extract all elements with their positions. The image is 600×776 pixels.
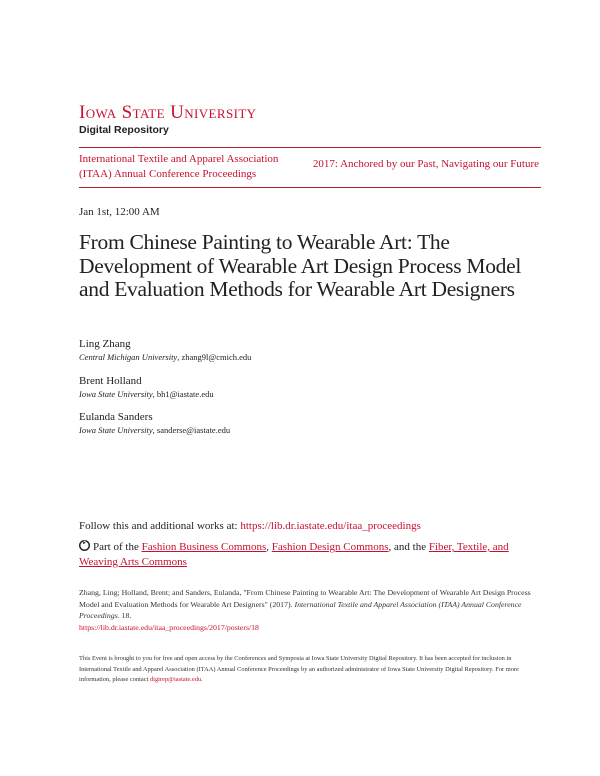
author-email: , zhang9l@cmich.edu	[177, 352, 252, 362]
fashion-design-commons-link[interactable]: Fashion Design Commons	[271, 541, 389, 553]
open-access-icon	[79, 540, 90, 551]
separator: ,	[266, 541, 272, 553]
citation-url-link[interactable]: https://lib.dr.iastate.edu/itaa_proceedings/2017/posters/18	[79, 622, 259, 632]
follow-text: Follow this and additional works at:	[79, 520, 241, 532]
author-affiliation	[79, 389, 214, 399]
author-institution: Central Michigan University	[79, 352, 178, 362]
author-institution: Iowa State University	[79, 389, 153, 399]
series-line-2[interactable]: (ITAA) Annual Conference Proceedings	[79, 168, 257, 180]
author-name: Brent Holland	[79, 375, 142, 387]
fashion-business-commons-link[interactable]: Fashion Business Commons	[141, 541, 267, 553]
author-affiliation	[79, 352, 251, 362]
contact-email-link[interactable]: digirep@iastate.edu	[149, 676, 202, 683]
author-institution: Iowa State University	[79, 425, 153, 435]
author-affiliation	[79, 425, 230, 435]
header-rule-bottom	[79, 187, 541, 188]
follow-link[interactable]: https://lib.dr.iastate.edu/itaa_proceedings	[240, 520, 421, 532]
part-of-commons	[79, 540, 529, 570]
paper-title: From Chinese Painting to Wearable Art: The Development of Wearable Art Design Process Model and Evaluation Methods for Wearable Art Designers	[79, 230, 522, 301]
citation-journal: International Textile and Apparel Association (ITAA) Annual Conference Proceedings	[79, 599, 522, 620]
access-notice	[79, 654, 539, 686]
notice-text: This Event is brought to you for free and open access by the Conferences and Symposia at Iowa State University Digital Repository. It has been accepted for inclusion in International Textile and Apparel Association (ITAA) Annual Conference Proceedings by an authorized administrator of Iowa State University Digital Repository. For more information, please contact	[79, 655, 519, 683]
series-line-1[interactable]: International Textile and Apparel Association	[79, 153, 279, 165]
repository-label: Digital Repository	[79, 124, 169, 136]
fiber-textile-commons-link[interactable]: Fiber, Textile, and Weaving Arts Commons	[79, 541, 509, 568]
recommended-citation	[79, 587, 539, 633]
university-logo: Iowa State University	[79, 102, 257, 123]
header-rule-top	[79, 147, 541, 148]
separator: , and the	[388, 541, 429, 553]
author-name: Ling Zhang	[79, 338, 131, 350]
author-name: Eulanda Sanders	[79, 411, 153, 423]
notice-end: .	[201, 676, 203, 683]
citation-issue: . 18.	[117, 611, 132, 620]
part-of-prefix: Part of the	[93, 541, 142, 553]
conference-link[interactable]: 2017: Anchored by our Past, Navigating our Future	[312, 158, 539, 170]
author-email: , sanderse@iastate.edu	[152, 425, 231, 435]
citation-text: Zhang, Ling; Holland, Brent; and Sanders, Eulanda, "From Chinese Painting to Wearable Art: The Development of Wearable Art Design Process Model and Evaluation Methods for Wearable Art Designers" (2017).	[79, 588, 531, 609]
event-date: Jan 1st, 12:00 AM	[79, 206, 160, 218]
author-email: , bh1@iastate.edu	[152, 389, 214, 399]
follow-line	[79, 520, 421, 532]
series-link[interactable]	[79, 152, 299, 182]
